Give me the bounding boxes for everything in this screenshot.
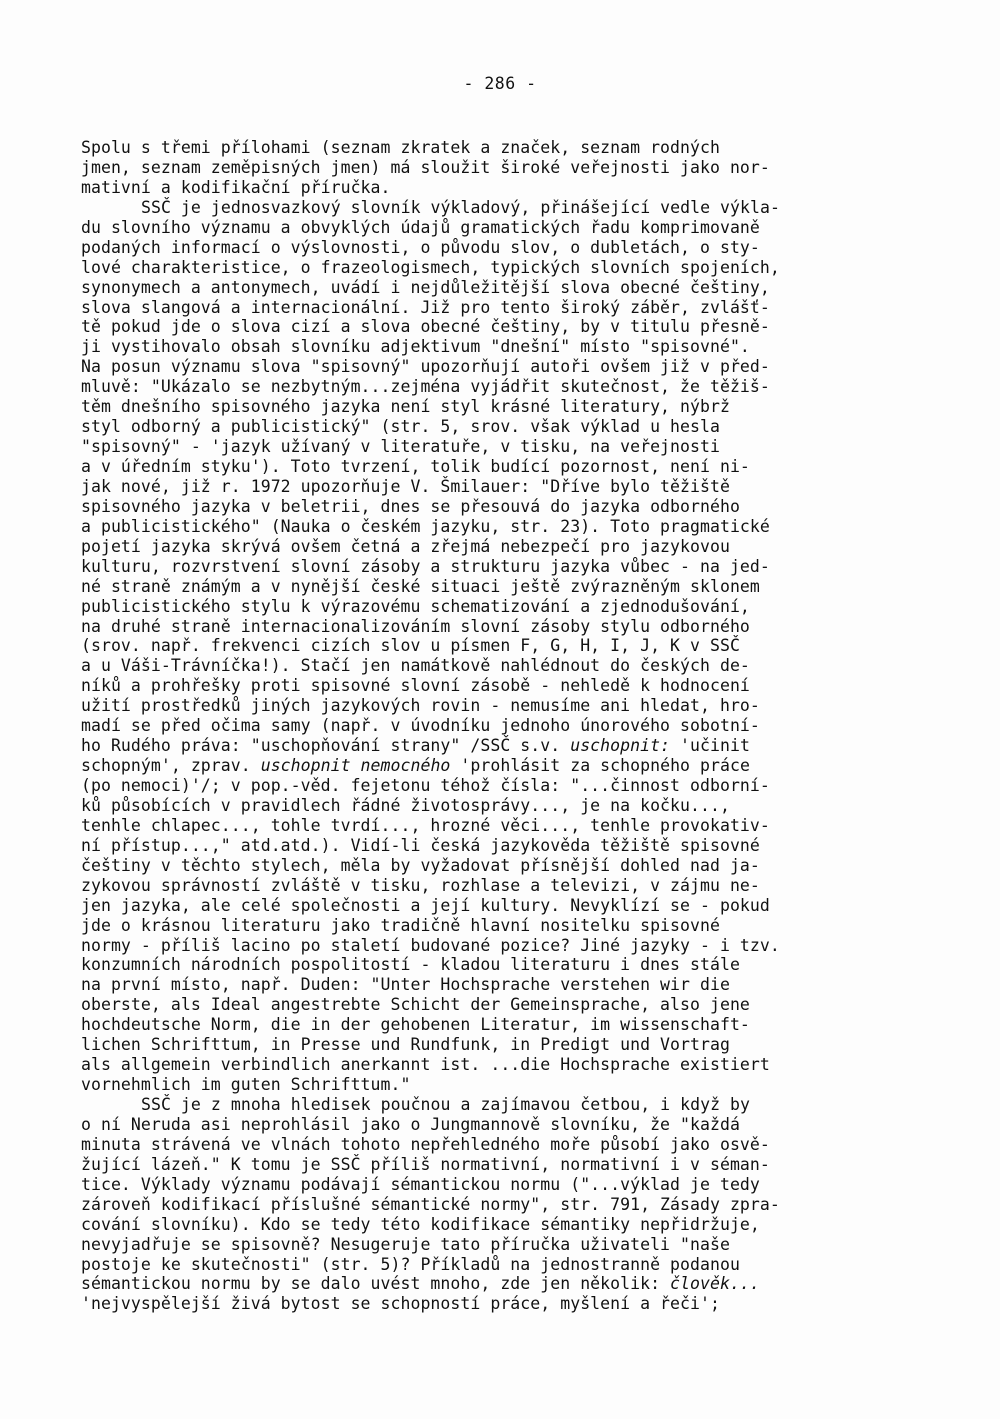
text-line: konzumních národních pospolitostí - kladou literaturu i dnes stále — [81, 955, 740, 975]
text-line: ho Rudého práva: "uschopňování strany" /SSČ s.v. uschopnit: 'učinit — [81, 736, 750, 756]
text-line: na druhé straně internacionalizováním slovní zásoby stylu odborného — [81, 616, 750, 636]
text-line: nevyjadřuje se spisovně? Nesugeruje tato příručka uživateli "naše — [81, 1234, 730, 1254]
text-line: jmen, seznam zeměpisných jmen) má sloužit široké veřejnosti jako nor- — [81, 157, 770, 177]
text-line: normy - příliš lacino po staletí budované pozice? Jiné jazyky - i tzv. — [81, 935, 780, 955]
text-line: oberste, als Ideal angestrebte Schicht der Gemeinsprache, also jene — [81, 995, 750, 1015]
text-line: als allgemein verbindlich anerkannt ist. ...die Hochsprache existiert — [81, 1055, 770, 1075]
text-line: vornehmlich im guten Schrifttum." — [81, 1075, 411, 1095]
text-line: cování slovníku). Kdo se tedy této kodifikace sémantiky nepřidržuje, — [81, 1214, 760, 1234]
text-line: schopným', zprav. uschopnit nemocného 'prohlásit za schopného práce — [81, 756, 750, 776]
text-line: zároveň kodifikací příslušné sémantické normy", str. 791, Zásady zpra- — [81, 1194, 780, 1214]
text-line: SSČ je z mnoha hledisek poučnou a zajímavou četbou, i když by — [141, 1095, 751, 1114]
text-line: těm dnešního spisovného jazyka není styl krásné literatury, nýbrž — [81, 397, 730, 417]
text-line: hochdeutsche Norm, die in der gehobenen Literatur, im wissenschaft- — [81, 1015, 750, 1035]
text-line: 'nejvyspělejší živá bytost se schopností práce, myšlení a řeči'; — [81, 1294, 720, 1314]
text-line: jak nové, již r. 1972 upozorňuje V. Šmilauer: "Dříve bylo těžiště — [81, 476, 730, 496]
text-line: madí se před očima samy (např. v úvodníku jednoho únorového sobotní- — [81, 716, 760, 736]
text-line: du slovního významu a obvyklých údajů gramatických řadu komprimovaně — [81, 217, 760, 237]
text-line: níků a prohřešky proti spisovné slovní zásobě - nehledě k hodnocení — [81, 676, 750, 696]
text-line: publicistického stylu k výrazovému schematizování a zjednodušování, — [81, 596, 750, 616]
text-line: minuta strávená ve vlnách tohoto nepřehledného moře působí jako osvě- — [81, 1134, 770, 1154]
text-line: Spolu s třemi přílohami (seznam zkratek a značek, seznam rodných — [81, 138, 720, 157]
text-line: SSČ je jednosvazkový slovník výkladový, přinášející vedle výkla- — [141, 197, 780, 217]
text-line: styl odborný a publicistický" (str. 5, srov. však výklad u hesla — [81, 417, 720, 437]
text-line: jde o krásnou literaturu jako tradičně hlavní nositelku spisovné — [81, 915, 720, 935]
text-line: o ní Neruda asi neprohlásil jako o Jungmannově slovníku, že "každá — [81, 1114, 740, 1134]
text-line: ní přístup...," atd.atd.). Vidí-li česká jazykověda těžiště spisovné — [81, 835, 760, 855]
text-line: tě pokud jde o slova cizí a slova obecné češtiny, by v titulu přesně- — [81, 317, 770, 337]
text-line: pojetí jazyka skrývá ovšem četná a zřejmá nebezpečí pro jazykovou — [81, 536, 730, 556]
text-line: slova slangová a internacionální. Již pro tento široký záběr, zvlášť- — [81, 297, 770, 317]
text-line: tenhle chlapec..., tohle tvrdí..., hrozné věci..., tenhle provokativ- — [81, 815, 770, 835]
text-line: sémantickou normu by se dalo uvést mnoho, zde jen několik: člověk... — [81, 1274, 760, 1294]
text-line: češtiny v těchto stylech, měla by vyžadovat přísnější dohled nad ja- — [81, 855, 760, 875]
text-line: spisovného jazyka v beletrii, dnes se přesouvá do jazyka odborného — [81, 496, 740, 516]
text-line: synonymech a antonymech, uvádí i nejdůležitější slova obecné češtiny, — [81, 277, 770, 297]
text-line: mativní a kodifikační příručka. — [81, 177, 391, 197]
text-line: lichen Schrifttum, in Presse und Rundfunk, in Predigt und Vortrag — [81, 1035, 730, 1055]
text-line: užití prostředků jiných jazykových rovin - nemusíme ani hledat, hro- — [81, 696, 760, 716]
text-line: né straně známým a v nynější české situaci ještě zvýrazněným sklonem — [81, 576, 760, 596]
text-line: a u Váši-Trávníčka!). Stačí jen namátkově nahlédnout do českých de- — [81, 656, 750, 676]
text-line: a publicistického" (Nauka o českém jazyku, str. 23). Toto pragmatické — [81, 516, 770, 536]
text-line: ků působících v pravidlech řádné životosprávy..., je na kočku..., — [81, 795, 730, 815]
text-line: (srov. např. frekvenci cizích slov u písmen F, G, H, I, J, K v SSČ — [81, 636, 740, 656]
text-line: žující lázeň." K tomu je SSČ příliš normativní, normativní i v séman- — [81, 1154, 770, 1174]
text-line: podaných informací o výslovnosti, o původu slov, o dubletách, o sty- — [81, 237, 760, 257]
text-line: kulturu, rozvrstvení slovní zásoby a strukturu jazyka vůbec - na jed- — [81, 556, 770, 576]
text-line: a v úředním styku'). Toto tvrzení, tolik budící pozornost, není ni- — [81, 457, 750, 476]
text-line: postoje ke skutečnosti" (str. 5)? Příkladů na jednostranně podanou — [81, 1254, 740, 1274]
body-text — [81, 138, 931, 1314]
text-line: (po nemoci)'/; v pop.-věd. fejetonu téhož čísla: "...činnost odborní- — [81, 776, 770, 795]
text-line: lové charakteristice, o frazeologismech, typických slovních spojeních, — [81, 257, 780, 277]
text-line: mluvě: "Ukázalo se nezbytným...zejména vyjádřit skutečnost, že těžiš- — [81, 377, 770, 397]
text-line: tice. Výklady významu podávají sémantickou normu ("...výklad je tedy — [81, 1174, 760, 1194]
text-line: jen jazyka, ale celé společnosti a její kultury. Nevyklízí se - pokud — [81, 895, 770, 915]
page-number: - 286 - — [463, 74, 537, 93]
text-line: zykovou správností zvláště v tisku, rozhlase a televizi, v zájmu ne- — [81, 875, 760, 895]
text-line: "spisovný" - 'jazyk užívaný v literatuře, v tisku, na veřejnosti — [81, 437, 720, 457]
text-line: Na posun významu slova "spisovný" upozorňují autoři ovšem již v před- — [81, 357, 770, 377]
text-line: ji vystihovalo obsah slovníku adjektivum "dnešní" místo "spisovné". — [81, 337, 750, 357]
text-line: na první místo, např. Duden: "Unter Hochsprache verstehen wir die — [81, 975, 730, 995]
